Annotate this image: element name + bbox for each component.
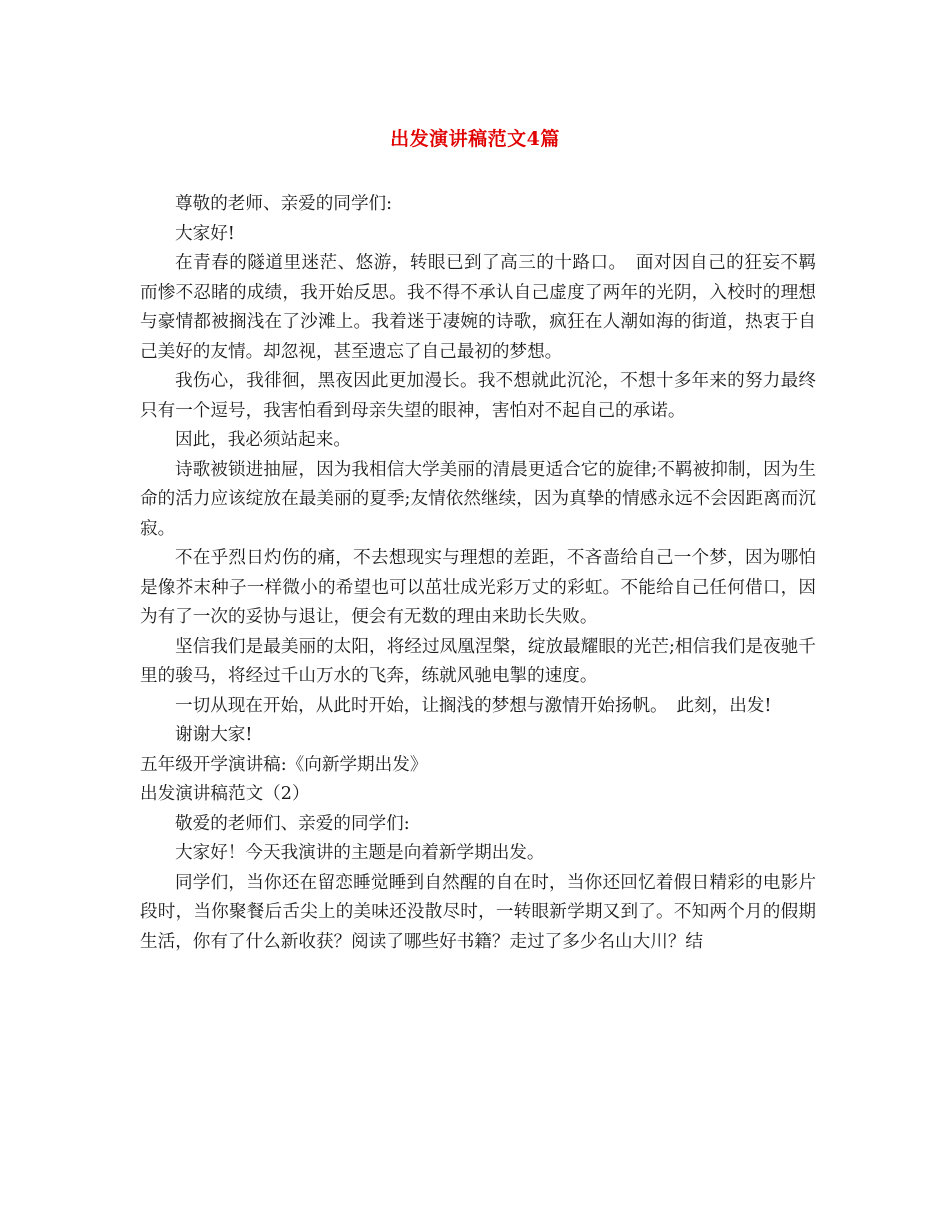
paragraph: 谢谢大家! xyxy=(175,725,253,745)
document-body xyxy=(140,190,816,957)
section-heading: 出发演讲稿范文（2） xyxy=(140,784,310,804)
paragraph: 诗歌被锁进抽屉，因为我相信大学美丽的清晨更适合它的旋律;不羁被抑制，因为生命的活力应该绽放在最美丽的夏季;友情依然继续，因为真挚的情感永远不会因距离而沉寂。 xyxy=(140,459,816,539)
paragraph: 不在乎烈日灼伤的痛，不去想现实与理想的差距，不吝啬给自己一个梦，因为哪怕是像芥末种子一样微小的希望也可以茁壮成光彩万丈的彩虹。不能给自己任何借口，因为有了一次的妥协与退让，便会有无数的理由来助长失败。 xyxy=(140,548,816,627)
paragraph: 大家好！今天我演讲的主题是向着新学期出发。 xyxy=(175,843,545,863)
paragraph: 同学们，当你还在留恋睡觉睡到自然醒的自在时，当你还回忆着假日精彩的电影片段时，当你聚餐后舌尖上的美味还没散尽时，一转眼新学期又到了。不知两个月的假期生活，你有了什么新收获？阅读了哪些好书籍？走过了多少名山大川？结 xyxy=(140,872,816,952)
paragraph: 坚信我们是最美丽的太阳，将经过凤凰涅槃，绽放最耀眼的光芒;相信我们是夜驰千里的骏马，将经过千山万水的飞奔，练就风驰电掣的速度。 xyxy=(140,636,816,686)
paragraph: 大家好! xyxy=(175,223,235,244)
paragraph: 在青春的隧道里迷茫、悠游，转眼已到了高三的十路口。 面对因自己的狂妄不羁而惨不忍睹的成绩，我开始反思。我不得不承认自己虚度了两年的光阴，入校时的理想与豪情都被搁浅在了沙滩上。我着迷于凄婉的诗歌，疯狂在人潮如海的街道，热衷于自己美好的友情。却忽视，甚至遗忘了自己最初的梦想。 xyxy=(140,253,816,362)
paragraph: 尊敬的老师、亲爱的同学们: xyxy=(175,194,393,214)
section-heading: 五年级开学演讲稿:《向新学期出发》 xyxy=(140,754,428,775)
document-title: 出发演讲稿范文4篇 xyxy=(390,128,560,150)
paragraph: 一切从现在开始，从此时开始，让搁浅的梦想与激情开始扬帆。 此刻，出发! xyxy=(175,695,772,716)
paragraph: 我伤心，我徘徊，黑夜因此更加漫长。我不想就此沉沦，不想十多年来的努力最终只有一个逗号，我害怕看到母亲失望的眼神，害怕对不起自己的承诺。 xyxy=(140,371,816,421)
paragraph: 因此，我必须站起来。 xyxy=(175,430,351,450)
paragraph: 敬爱的老师们、亲爱的同学们: xyxy=(175,813,410,834)
